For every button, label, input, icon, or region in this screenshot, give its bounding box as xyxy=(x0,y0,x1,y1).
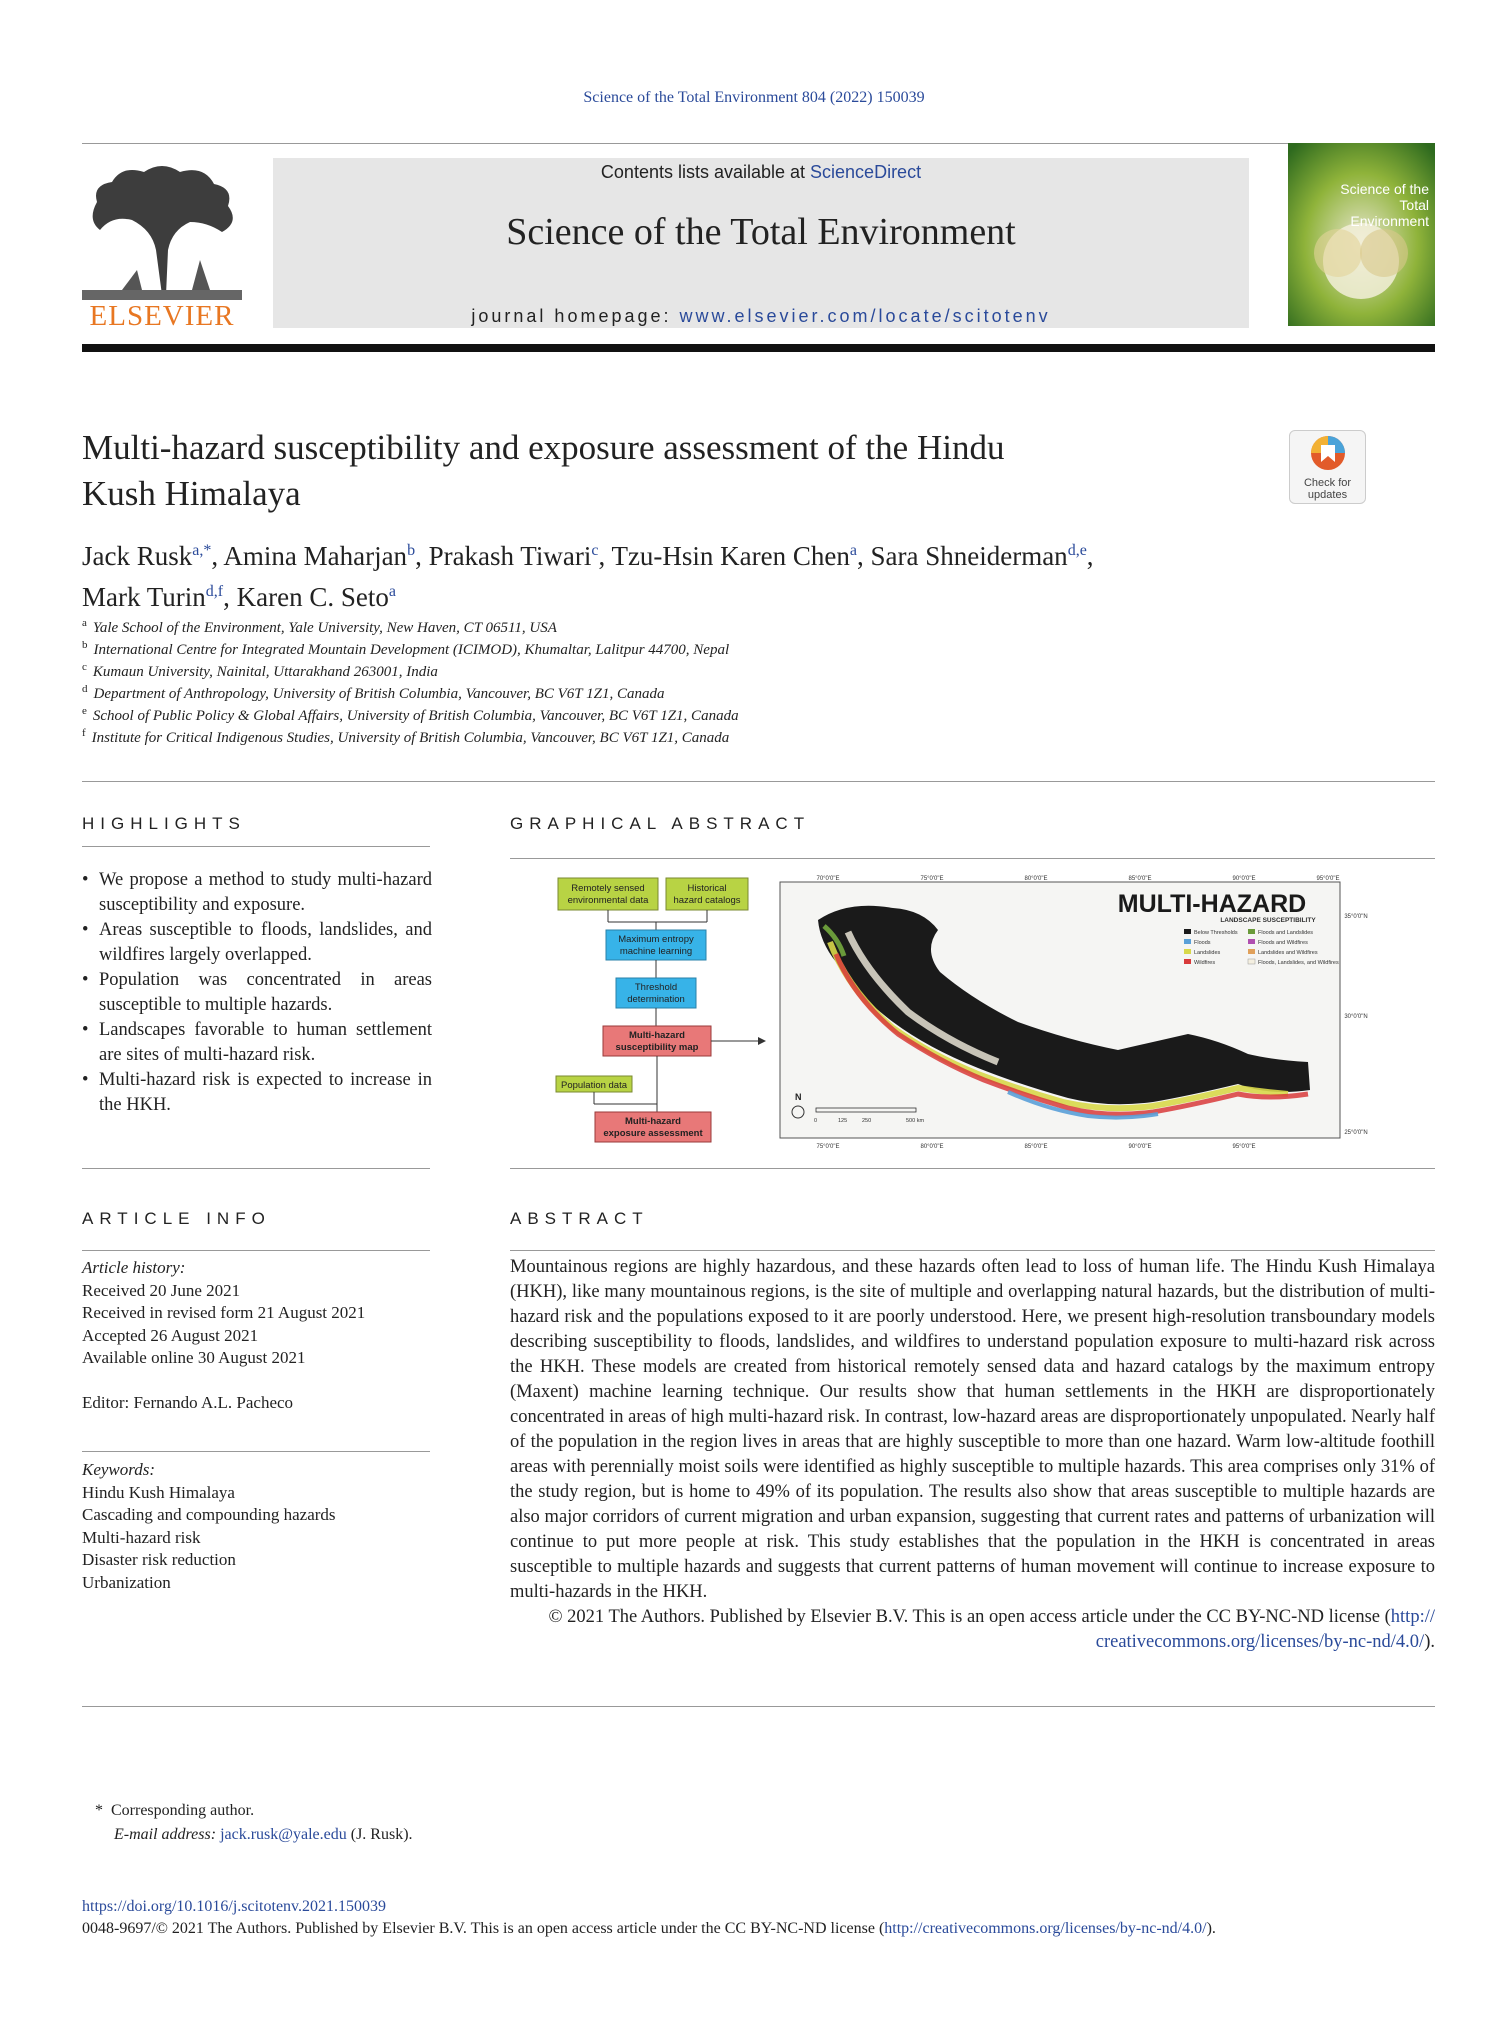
abstract xyxy=(510,1255,1435,1655)
journal-banner xyxy=(273,158,1249,328)
map-subtitle: LANDSCAPE SUSCEPTIBILITY xyxy=(1220,917,1316,924)
affiliation-mark: d xyxy=(82,683,88,695)
affiliation xyxy=(82,727,1382,747)
scale-label: 500 km xyxy=(906,1118,925,1124)
affiliation-mark: e xyxy=(82,705,87,717)
map-bottom-tick: 80°0'0"E xyxy=(920,1144,944,1150)
footer-license-end: ). xyxy=(1206,1920,1216,1937)
email-label: E-mail address: xyxy=(114,1826,217,1843)
article-title-line-2: Kush Himalaya xyxy=(82,474,301,513)
map-right-tick: 30°0'0"N xyxy=(1344,1014,1368,1020)
map-legend-label: Floods xyxy=(1194,940,1211,946)
article-info-heading: ARTICLE INFO xyxy=(82,1209,271,1228)
author-name[interactable]: Prakash Tiwari xyxy=(428,541,592,571)
check-for-updates-button[interactable] xyxy=(1289,430,1366,504)
affiliation xyxy=(82,639,1382,659)
highlights-list xyxy=(82,868,432,1118)
map-bottom-tick: 75°0'0"E xyxy=(816,1144,840,1150)
footer-license-text: 0048-9697/© 2021 The Authors. Published by Elsevier B.V. This is an open access article under the CC BY-NC-ND license ( xyxy=(82,1920,885,1937)
cover-image xyxy=(1288,143,1435,326)
map-top-tick: 85°0'0"E xyxy=(1128,876,1152,882)
map-bottom-tick: 90°0'0"E xyxy=(1128,1144,1152,1150)
footer-license-link[interactable]: http://creativecommons.org/licenses/by-nc-nd/4.0/ xyxy=(884,1920,1207,1937)
abstract-license-text: © 2021 The Authors. Published by Elsevier B.V. This is an open access article under the CC BY-NC-ND license ( xyxy=(548,1607,1391,1627)
flow-historical-line-2: hazard catalogs xyxy=(673,895,741,906)
graphical-abstract-heading: GRAPHICAL ABSTRACT xyxy=(510,814,811,833)
affiliation-mark: c xyxy=(82,661,87,673)
map-legend-label: Wildfires xyxy=(1194,960,1216,966)
affiliation xyxy=(82,661,1382,681)
license-link[interactable]: http:// xyxy=(1390,1607,1435,1627)
keywords xyxy=(82,1459,336,1594)
highlight-item: • Multi-hazard risk is expected to increase in the HKH. xyxy=(82,1068,432,1118)
author-affiliation-mark[interactable]: a xyxy=(849,542,857,559)
affiliation-text: School of Public Policy & Global Affairs, University of British Columbia, Vancouver, BC V6T 1Z1, Canada xyxy=(92,708,739,724)
flow-population: Population data xyxy=(560,1080,628,1091)
license-link[interactable]: creativecommons.org/licenses/by-nc-nd/4.0/ xyxy=(1095,1632,1425,1652)
abstract-rule xyxy=(510,1250,1435,1251)
map-right-tick: 35°0'0"N xyxy=(1344,914,1368,920)
flow-remote-line-2: environmental data xyxy=(567,895,649,906)
affiliation xyxy=(82,705,1382,725)
highlight-item: • Areas susceptible to floods, landslides, and wildfires largely overlapped. xyxy=(82,918,432,968)
scale-label: 250 xyxy=(862,1118,872,1124)
flow-maxent-line-2: machine learning xyxy=(619,946,693,957)
author-affiliation-mark[interactable]: a xyxy=(388,583,396,600)
affiliation xyxy=(82,683,1382,703)
author-separator: , xyxy=(223,582,237,612)
editor-line: Editor: Fernando A.L. Pacheco xyxy=(82,1392,294,1412)
highlights-heading: HIGHLIGHTS xyxy=(82,814,246,833)
article-info-rule xyxy=(82,1250,430,1251)
author-separator: , xyxy=(1086,541,1094,571)
keyword: Cascading and compounding hazards xyxy=(82,1505,336,1524)
keyword: Urbanization xyxy=(82,1572,171,1592)
graphical-abstract-bottom-rule xyxy=(510,1168,1435,1169)
affiliation-mark: a xyxy=(82,617,87,629)
flow-exposure-line-1: Multi-hazard xyxy=(625,1116,681,1127)
affiliation-text: International Centre for Integrated Mountain Development (ICIMOD), Khumaltar, Lalitpur 44700, Nepal xyxy=(93,642,730,658)
author-affiliation-mark[interactable]: d,f xyxy=(205,583,224,600)
homepage-link[interactable]: www.elsevier.com/locate/scitotenv xyxy=(679,306,1051,326)
flow-threshold-line-2: determination xyxy=(627,994,685,1005)
map-legend-label: Below Thresholds xyxy=(1194,930,1238,936)
email-link[interactable]: jack.rusk@yale.edu xyxy=(220,1826,347,1843)
map-bottom-tick: 95°0'0"E xyxy=(1232,1144,1256,1150)
journal-cover[interactable] xyxy=(1288,143,1435,326)
highlights-bottom-rule xyxy=(82,1168,430,1169)
journal-reference[interactable]: Science of the Total Environment 804 (2022) 150039 xyxy=(583,89,925,106)
doi-link[interactable]: https://doi.org/10.1016/j.scitotenv.2021.150039 xyxy=(82,1898,386,1915)
doi-line xyxy=(82,1898,386,1916)
keyword: Disaster risk reduction xyxy=(82,1550,236,1569)
email-suffix: (J. Rusk). xyxy=(350,1826,413,1843)
author-affiliation-mark[interactable]: b xyxy=(407,542,416,559)
keywords-label: Keywords: xyxy=(82,1460,156,1479)
author-affiliation-mark[interactable]: a,* xyxy=(192,542,212,559)
highlights-rule xyxy=(82,846,430,847)
map-top-tick: 95°0'0"E xyxy=(1316,876,1340,882)
header-divider xyxy=(82,143,1435,144)
author-name[interactable]: Mark Turin xyxy=(82,582,206,612)
homepage-label: journal homepage: xyxy=(471,306,680,326)
keywords-rule xyxy=(82,1451,430,1452)
author-list xyxy=(82,533,1382,615)
elsevier-wordmark: ELSEVIER xyxy=(89,300,235,332)
asterisk-mark: * xyxy=(95,1802,103,1819)
flow-threshold-line-1: Threshold xyxy=(634,982,678,993)
corresponding-author-note xyxy=(95,1802,254,1820)
affiliation xyxy=(82,617,1382,637)
flow-susceptibility-line-1: Multi-hazard xyxy=(629,1030,685,1041)
map-top-tick: 90°0'0"E xyxy=(1232,876,1256,882)
history-line: Accepted 26 August 2021 xyxy=(82,1325,259,1345)
check-updates-label-1: Check for xyxy=(1303,477,1352,489)
map-right-tick: 25°0'0"N xyxy=(1344,1130,1368,1136)
affiliation-text: Kumaun University, Nainital, Uttarakhand 263001, India xyxy=(92,664,438,680)
elsevier-logo[interactable] xyxy=(82,160,242,330)
header-thick-rule xyxy=(82,344,1435,352)
author-separator: , xyxy=(211,541,224,571)
map-legend-label: Landslides and Wildfires xyxy=(1258,950,1318,956)
affiliation-text: Department of Anthropology, University of British Columbia, Vancouver, BC V6T 1Z1, Canada xyxy=(93,686,665,702)
article-title xyxy=(82,425,1202,517)
flow-exposure-line-2: exposure assessment xyxy=(603,1128,703,1139)
highlight-item: • We propose a method to study multi-hazard susceptibility and exposure. xyxy=(82,868,432,918)
affiliation-mark: b xyxy=(82,639,88,651)
north-arrow-icon: N xyxy=(795,1092,802,1102)
map-top-tick: 70°0'0"E xyxy=(816,876,840,882)
abstract-bottom-rule xyxy=(82,1706,1435,1707)
graphical-abstract-rule xyxy=(510,858,1435,859)
article-history xyxy=(82,1257,365,1414)
scale-label: 0 xyxy=(814,1118,818,1124)
affiliations-divider xyxy=(82,781,1435,782)
check-updates-icon xyxy=(1306,434,1350,474)
author-affiliation-mark[interactable]: d,e xyxy=(1067,542,1087,559)
author-separator: , xyxy=(857,541,871,571)
elsevier-tree-icon xyxy=(82,160,242,300)
flow-maxent-line-1: Maximum entropy xyxy=(618,934,694,945)
abstract-license xyxy=(510,1605,1435,1655)
abstract-text: Mountainous regions are highly hazardous, and these hazards often lead to loss of human life. The Hindu Kush Himalaya (HKH), like many mountainous regions, is the site of multiple and overlapping natural hazards, but the distribution of multi-hazard risk and the populations exposed to it are poorly understood. Here, we present high-resolution transboundary models describing susceptibility to floods, landslides, and wildfires to understand population exposure to multi-hazard risk across the HKH. These models are created from historical remotely sensed data and hazard catalogs by the maximum entropy (Maxent) machine learning technique. Our results show that human settlements in the HKH are disproportionately concentrated in areas of high multi-hazard risk. In contrast, low-hazard areas are disproportionately unpopulated. Nearly half of the population in the region lives in areas that are highly susceptible to more than one hazard. Warm low-altitude foothill areas with perennially moist soils were identified as highly susceptible to multiple hazards. This area comprises only 31% of the study region, but is home to 49% of its population. The results also show that areas susceptible to multiple hazards are also major corridors of current migration and urban expansion, suggesting that current rates and patterns of urbanization will continue to put more people at risk. This study establishes that the population in the HKH is concentrated in areas susceptible to multiple hazards and suggests that current patterns of human movement will continue to increase exposure to multi-hazards in the HKH. xyxy=(510,1257,1435,1602)
cover-title: Science of the Total Environment xyxy=(1340,181,1429,229)
author-name[interactable]: Tzu-Hsin Karen Chen xyxy=(611,541,850,571)
map-legend-label: Floods, Landslides, and Wildfires xyxy=(1258,960,1339,966)
scale-label: 125 xyxy=(838,1118,848,1124)
article-title-line-1: Multi-hazard susceptibility and exposure assessment of the Hindu xyxy=(82,428,1005,467)
history-line: Received 20 June 2021 xyxy=(82,1280,241,1300)
author-name[interactable]: Jack Rusk xyxy=(82,541,193,571)
map-legend-label: Floods and Wildfires xyxy=(1258,940,1308,946)
flow-historical-line-1: Historical xyxy=(687,883,727,894)
abstract-license-end: ). xyxy=(1424,1632,1435,1652)
corresponding-label: Corresponding author. xyxy=(111,1802,255,1819)
sciencedirect-link[interactable]: ScienceDirect xyxy=(810,162,922,182)
map-legend-label: Floods and Landslides xyxy=(1258,930,1314,936)
affiliation-text: Institute for Critical Indigenous Studies, University of British Columbia, Vancouver, BC V6T 1Z1, Canada xyxy=(91,730,730,746)
affiliation-text: Yale School of the Environment, Yale University, New Haven, CT 06511, USA xyxy=(92,620,557,636)
history-line: Received in revised form 21 August 2021 xyxy=(82,1303,366,1322)
keyword: Hindu Kush Himalaya xyxy=(82,1482,235,1502)
map-legend-label: Landslides xyxy=(1194,950,1221,956)
abstract-heading: ABSTRACT xyxy=(510,1209,649,1228)
contents-line xyxy=(273,162,1249,183)
check-updates-label-2: updates xyxy=(1307,489,1348,501)
journal-homepage xyxy=(273,306,1249,327)
flow-susceptibility-line-2: susceptibility map xyxy=(615,1042,699,1053)
author-separator: , xyxy=(598,541,612,571)
author-separator: , xyxy=(415,541,429,571)
author-affiliation-mark[interactable]: c xyxy=(591,542,599,559)
author-name[interactable]: Amina Maharjan xyxy=(223,541,408,571)
affiliation-mark: f xyxy=(82,727,86,739)
contents-label: Contents lists available at xyxy=(600,162,811,182)
highlight-item: • Population was concentrated in areas susceptible to multiple hazards. xyxy=(82,968,432,1018)
article-history-label: Article history: xyxy=(82,1258,186,1277)
email-line xyxy=(114,1826,413,1844)
history-line: Available online 30 August 2021 xyxy=(82,1348,306,1367)
graphical-abstract-figure xyxy=(548,872,1428,1152)
flow-remote-line-1: Remotely sensed xyxy=(571,883,645,894)
author-name[interactable]: Sara Shneiderman xyxy=(870,541,1068,571)
graphical-abstract[interactable] xyxy=(548,872,1428,1152)
map-top-tick: 80°0'0"E xyxy=(1024,876,1048,882)
map-top-tick: 75°0'0"E xyxy=(920,876,944,882)
keyword: Multi-hazard risk xyxy=(82,1527,201,1547)
footer-license xyxy=(82,1920,1442,1938)
map-title: MULTI-HAZARD xyxy=(1117,890,1307,918)
journal-title: Science of the Total Environment xyxy=(506,211,1016,253)
map-bottom-tick: 85°0'0"E xyxy=(1024,1144,1048,1150)
highlight-item: • Landscapes favorable to human settlement are sites of multi-hazard risk. xyxy=(82,1018,432,1068)
author-name[interactable]: Karen C. Seto xyxy=(236,582,389,612)
